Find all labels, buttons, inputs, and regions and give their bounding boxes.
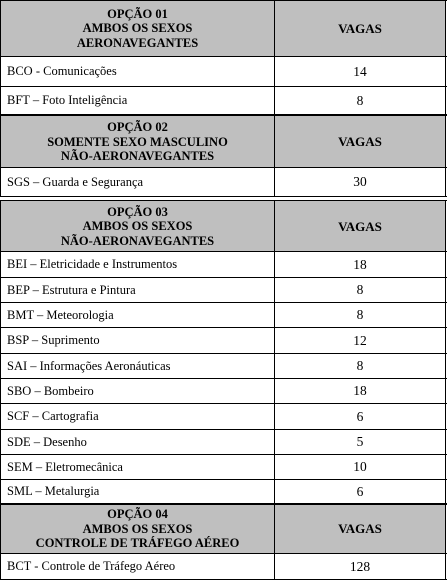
option-03-number: OPÇÃO 03: [107, 204, 168, 219]
specialty-name: SDE – Desenho: [0, 430, 275, 454]
option-04-vagas-header: VAGAS: [275, 505, 446, 553]
option-01-sex: AMBOS OS SEXOS: [82, 21, 193, 36]
option-01-title: [0, 0, 275, 57]
option-04-number: OPÇÃO 04: [107, 507, 168, 522]
table-row: [0, 455, 446, 479]
specialty-name: BMT – Meteorologia: [0, 303, 275, 327]
option-03-sex: AMBOS OS SEXOS: [82, 219, 193, 234]
vagas-value: 12: [275, 328, 446, 353]
vagas-value: 5: [275, 430, 446, 454]
option-04-sex: AMBOS OS SEXOS: [82, 521, 193, 536]
table-row: [0, 404, 446, 429]
table-row: [0, 379, 446, 403]
vagas-value: 10: [275, 455, 446, 479]
rule: [0, 579, 447, 580]
specialty-name: SEM – Eletromecânica: [0, 455, 275, 479]
vagas-value: 8: [275, 278, 446, 302]
vagas-value: 14: [275, 57, 446, 86]
option-03-vagas-header: VAGAS: [275, 201, 446, 252]
option-03-category: NÃO-AERONAVEGANTES: [60, 233, 215, 248]
option-04-title: [0, 505, 275, 553]
option-03-title: [0, 201, 275, 252]
vagas-value: 30: [275, 168, 446, 196]
specialty-name: BEI – Eletricidade e Instrumentos: [0, 252, 275, 277]
vagas-value: 8: [275, 303, 446, 327]
option-01-vagas-header: VAGAS: [275, 0, 446, 57]
table-row: [0, 354, 446, 378]
table-row: [0, 328, 446, 353]
specialty-name: SCF – Cartografia: [0, 404, 275, 429]
table-row: [0, 57, 446, 86]
specialty-name: BCT - Controle de Tráfego Aéreo: [0, 554, 275, 579]
table-row: [0, 480, 446, 503]
vagas-value: 18: [275, 379, 446, 403]
vagas-value: 18: [275, 252, 446, 277]
specialty-name: SAI – Informações Aeronáuticas: [0, 354, 275, 378]
table-row: [0, 554, 446, 579]
table-row: [0, 87, 446, 114]
table-row: [0, 168, 446, 196]
table-row: [0, 252, 446, 277]
rule: [0, 0, 447, 1]
specialty-name: BFT – Foto Inteligência: [0, 87, 275, 114]
option-01-category: AERONAVEGANTES: [76, 35, 199, 50]
option-04-header: [0, 505, 446, 553]
vagas-value: 8: [275, 354, 446, 378]
option-02-sex: SOMENTE SEXO MASCULINO: [47, 134, 228, 149]
option-01-header: [0, 0, 446, 57]
vagas-value: 6: [275, 404, 446, 429]
table-row: [0, 430, 446, 454]
specialty-name: SGS – Guarda e Segurança: [0, 168, 275, 196]
table-row: [0, 278, 446, 302]
option-03-header: [0, 201, 446, 252]
vagas-value: 128: [275, 554, 446, 579]
vagas-value: 6: [275, 480, 446, 503]
specialty-name: BCO - Comunicações: [0, 57, 275, 86]
option-04-category: CONTROLE DE TRÁFEGO AÉREO: [35, 536, 240, 551]
option-02-vagas-header: VAGAS: [275, 116, 446, 168]
specialty-name: SBO – Bombeiro: [0, 379, 275, 403]
option-01-number: OPÇÃO 01: [107, 6, 168, 21]
table-row: [0, 303, 446, 327]
option-02-header: [0, 116, 446, 168]
vagas-value: 8: [275, 87, 446, 114]
specialty-name: BSP – Suprimento: [0, 328, 275, 353]
option-02-title: [0, 116, 275, 168]
specialty-name: BEP – Estrutura e Pintura: [0, 278, 275, 302]
option-02-number: OPÇÃO 02: [107, 120, 168, 135]
specialty-name: SML – Metalurgia: [0, 480, 275, 503]
option-02-category: NÃO-AERONAVEGANTES: [60, 149, 215, 164]
